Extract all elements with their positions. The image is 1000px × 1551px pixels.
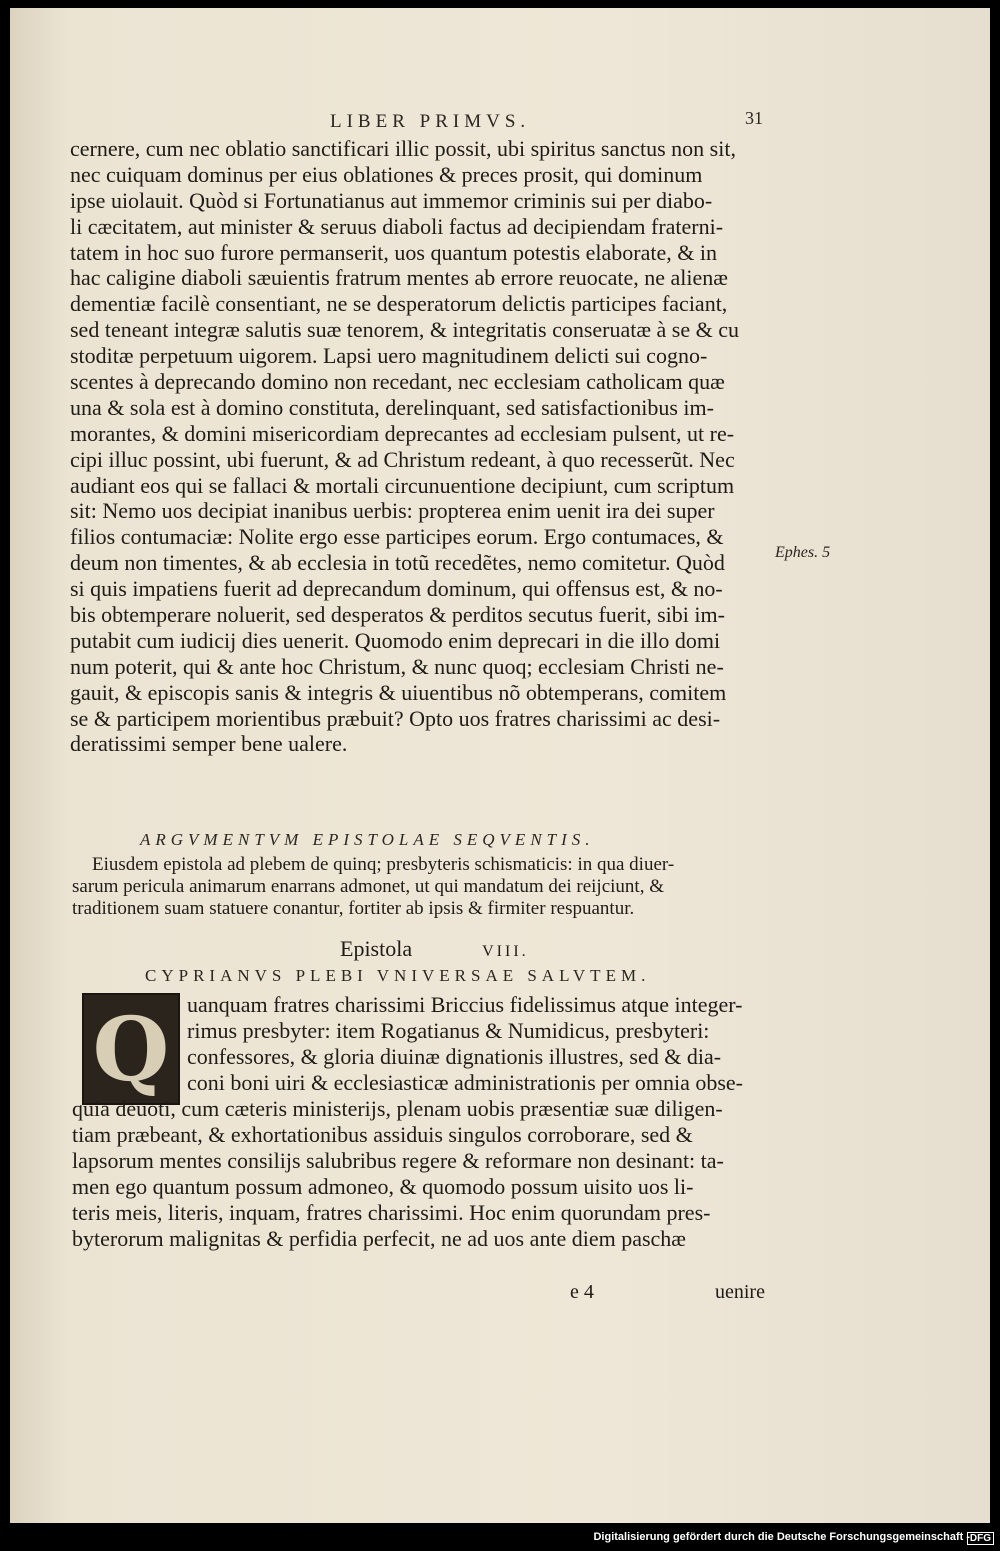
body-text bbox=[70, 136, 770, 757]
letter-line: men ego quantum possum admoneo, & quomodo possum uisito uos li- bbox=[72, 1174, 694, 1199]
epistola-title bbox=[340, 936, 529, 962]
text-line: cernere, cum nec oblatio sanctificari illic possit, ubi spiritus sanctus non sit, bbox=[70, 136, 736, 161]
catchword: uenire bbox=[715, 1281, 765, 1303]
salutation-heading: CYPRIANVS PLEBI VNIVERSAE SALVTEM. bbox=[145, 966, 651, 985]
argument-line: sarum pericula animarum enarrans admonet, ut qui mandatum dei reijciunt, & bbox=[72, 876, 664, 897]
dfg-logo: DFG bbox=[967, 1532, 994, 1545]
letter-line: rimus presbyter: item Rogatianus & Numidicus, presbyteri: bbox=[187, 1018, 710, 1043]
text-line: sit: Nemo uos decipiat inanibus uerbis: propterea enim uenit ira dei super bbox=[70, 498, 715, 524]
text-line: deum non timentes, & ab ecclesia in totũ recedẽtes, nemo comitetur. Quòd bbox=[70, 550, 725, 576]
running-head: LIBER PRIMVS. bbox=[330, 111, 531, 132]
letter-line: lapsorum mentes consilijs salubribus regere & reformare non desinant: ta- bbox=[72, 1148, 724, 1173]
letter-text bbox=[72, 992, 782, 1252]
signature-mark: e 4 bbox=[570, 1281, 594, 1303]
text-line: si quis impatiens fuerit ad deprecandum dominum, qui offensus est, & no- bbox=[70, 576, 723, 602]
argument-line: Eiusdem epistola ad plebem de quinq; presbyteris schismaticis: in qua diuer- bbox=[92, 854, 675, 875]
letter-line: tiam præbeant, & exhortationibus assiduis singulos corroborare, sed & bbox=[72, 1122, 693, 1147]
text-line: audiant eos qui se fallaci & mortali circunuentione decipiunt, cum scriptum bbox=[70, 472, 735, 498]
text-line: scentes à deprecando domino non recedant, nec ecclesiam catholicam quæ bbox=[70, 369, 725, 395]
epistola-label: Epistola bbox=[340, 936, 413, 961]
text-line: se & participem morientibus præbuit? Opto uos fratres charissimi ac desi- bbox=[70, 705, 721, 731]
text-line: deratissimi semper bene ualere. bbox=[70, 731, 348, 757]
text-line: sed teneant integræ salutis suæ tenorem, & integritatis conseruatæ à se & cu bbox=[70, 317, 740, 343]
text-line: bis obtemperare noluerit, sed desperatos & perditos secutus fuerit, sibi im- bbox=[70, 602, 725, 628]
letter-line: byterorum malignitas & perfidia perfecit, ne ad uos ante diem paschæ bbox=[72, 1226, 686, 1251]
book-page bbox=[10, 8, 990, 1523]
initial-letter: Q bbox=[92, 997, 170, 1101]
text-line: hac caligine diaboli sæuientis fratrum mentes ab errore reuocate, ne alienæ bbox=[70, 265, 728, 291]
text-line: dementiæ facilè consentiant, ne se desperatorum delictis participes faciant, bbox=[70, 291, 728, 317]
letter-line: confessores, & gloria diuinæ dignationis illustres, sed & dia- bbox=[187, 1044, 722, 1069]
argument-text bbox=[72, 854, 772, 920]
argument-line: traditionem suam statuere conantur, fortiter ab ipsis & firmiter respuantur. bbox=[72, 898, 635, 919]
digitization-credit: Digitalisierung gefördert durch die Deutsche Forschungsgemeinschaft - bbox=[593, 1531, 970, 1543]
margin-note: Ephes. 5 bbox=[775, 544, 831, 561]
text-line: una & sola est à domino constituta, derelinquant, sed satisfactionibus im- bbox=[70, 394, 714, 420]
letter-line: coni boni uiri & ecclesiasticæ administrationis per omnia obse- bbox=[187, 1070, 743, 1095]
text-line: li cæcitatem, aut minister & seruus diaboli factus ad decipiendam fraterni- bbox=[70, 213, 724, 239]
text-line: morantes, & domini misericordiam deprecantes ad ecclesiam pulsent, ut re- bbox=[70, 420, 735, 446]
folio-number: 31 bbox=[745, 108, 763, 128]
text-line: gauit, & episcopis sanis & integris & uiuentibus nõ obtemperans, comitem bbox=[70, 679, 727, 705]
letter-line: uanquam fratres charissimi Briccius fidelissimus atque integer- bbox=[187, 992, 743, 1017]
text-line: ipse uiolauit. Quòd si Fortunatianus aut immemor criminis sui per diabo- bbox=[70, 187, 713, 213]
epistola-numeral: VIII. bbox=[482, 943, 529, 960]
text-line: stoditæ perpetuum uigorem. Lapsi uero magnitudinem delicti sui cogno- bbox=[70, 343, 708, 369]
text-line: filios contumaciæ: Nolite ergo esse participes eorum. Ergo contumaces, & bbox=[70, 524, 724, 550]
text-line: cipi illuc possint, ubi fuerunt, & ad Christum redeant, à quo recesserũt. Nec bbox=[70, 446, 735, 472]
text-line: tatem in hoc suo furore permanserit, uos quantum potestis elaborate, & in bbox=[70, 239, 718, 265]
letter-line: quia deuoti, cum cæteris ministerijs, plenam uobis præsentiæ suæ diligen- bbox=[72, 1096, 723, 1121]
text-line: putabit cum iudicij dies uenerit. Quomodo enim deprecari in die illo domi bbox=[70, 627, 721, 653]
argument-heading: ARGVMENTVM EPISTOLAE SEQVENTIS. bbox=[140, 830, 595, 849]
text-line: num poterit, qui & ante hoc Christum, & nunc quoq; ecclesiam Christi ne- bbox=[70, 653, 724, 679]
text-line: nec cuiquam dominus per eius oblationes & preces prosit, qui dominum bbox=[70, 161, 703, 187]
letter-line: teris meis, literis, inquam, fratres charissimi. Hoc enim quorundam pres- bbox=[72, 1200, 711, 1225]
